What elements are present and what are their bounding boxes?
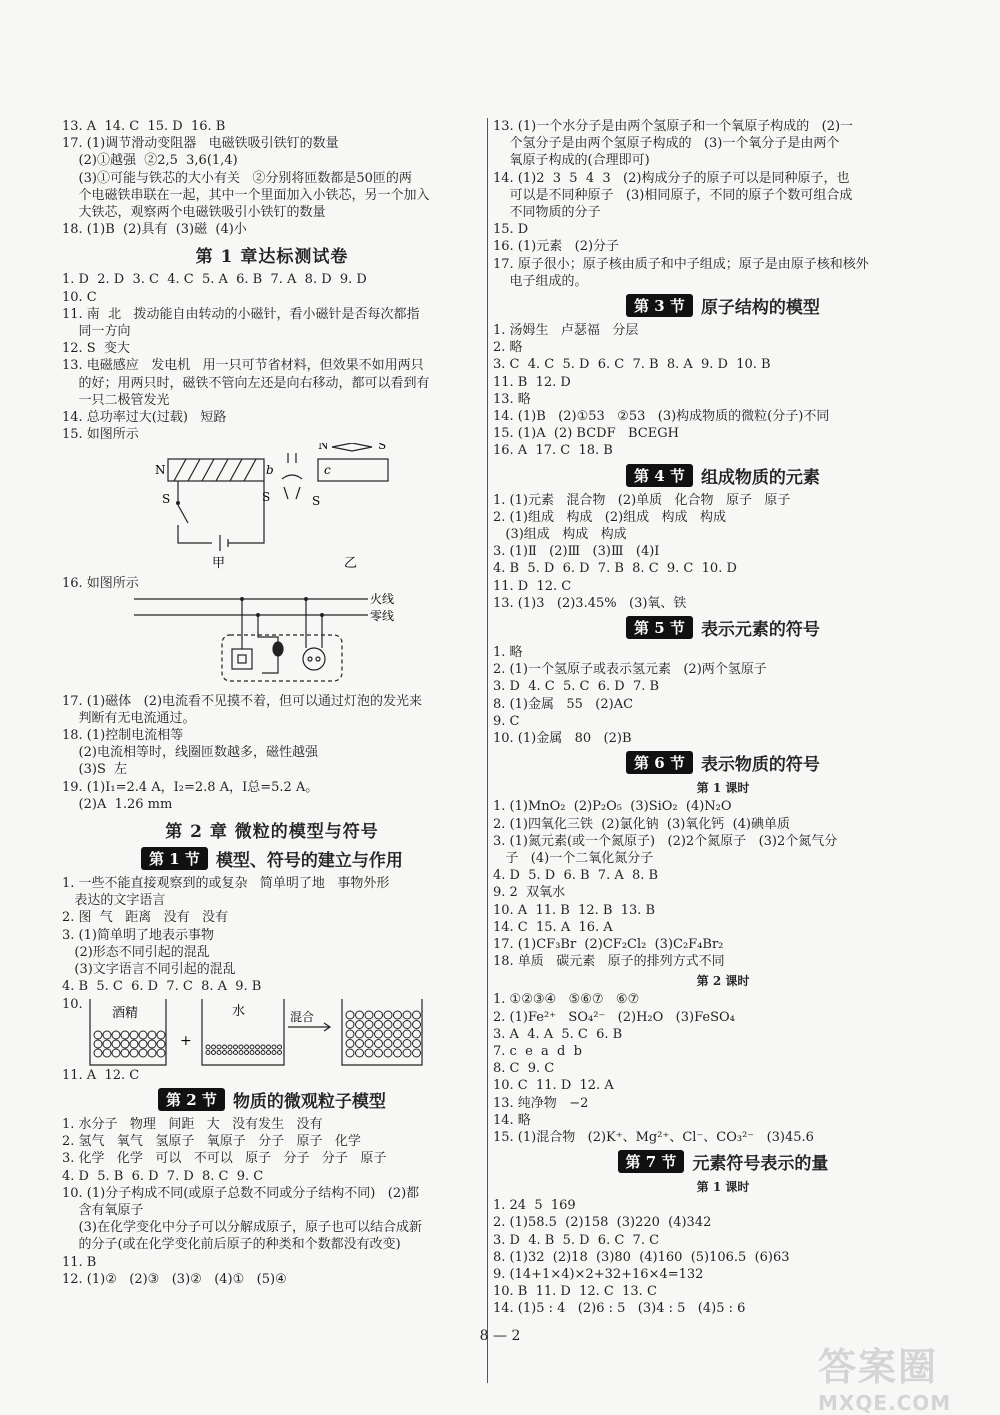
particle <box>346 1049 354 1057</box>
section-7-header <box>493 1149 953 1174</box>
answer-line: 1. (1)元素 混合物 (2)单质 化合物 原子 原子 <box>493 492 791 508</box>
answer-line: 14. (1)5 : 4 (2)6 : 5 (3)4 : 5 (4)5 : 6 <box>493 1301 746 1317</box>
answers-block <box>62 271 482 443</box>
particle <box>384 1030 392 1038</box>
label-yi: 乙 <box>344 556 358 572</box>
label-mix: 混合 <box>290 1009 315 1024</box>
label-S1: S <box>162 492 171 507</box>
section-1-header <box>62 846 482 871</box>
section-4-header <box>493 463 953 488</box>
answer-line: 3. C 4. C 5. D 6. C 7. B 8. A 9. D 10. B <box>493 357 771 373</box>
particle <box>217 1045 221 1049</box>
answer-line: 15. D <box>493 222 529 238</box>
section-title: 模型、符号的建立与作用 <box>215 851 403 872</box>
particle <box>384 1011 392 1019</box>
particle <box>139 1049 147 1057</box>
particle <box>356 1049 364 1057</box>
answer-line: 13. 电磁感应 发电机 用一只可节省材料，但效果不如用两只 <box>62 358 424 374</box>
chapter-2-title: 第 2 章 微粒的模型与符号 <box>165 822 379 843</box>
particle <box>278 1050 282 1054</box>
label-c: c <box>324 463 331 478</box>
answer-line: 3. (1)简单明了地表示事物 <box>62 927 214 943</box>
answer-line: 16. (1)元素 (2)分子 <box>493 239 620 255</box>
particle <box>157 1040 165 1048</box>
particle <box>356 1011 364 1019</box>
answer-line: 11. 南 北 拨动能自由转动的小磁针，看小磁针是否每次都指 <box>62 306 420 322</box>
particle <box>121 1049 129 1057</box>
left-column <box>62 118 482 1288</box>
particle <box>112 1031 120 1039</box>
section-badge: 第 2 节 <box>158 1088 225 1111</box>
electromagnet-diagram <box>62 443 482 575</box>
answer-line: 18. 单质 碳元素 原子的排列方式不同 <box>493 954 725 970</box>
answers-block <box>493 644 953 747</box>
section-2-header <box>62 1087 482 1112</box>
section-badge: 第 4 节 <box>626 464 693 487</box>
answer-line: 氧原子构成的(合理即可) <box>493 153 650 169</box>
label-live-wire: 火线 <box>370 592 395 606</box>
label-b: b <box>266 463 274 478</box>
answer-line: 的好；用两只时，磁铁不管向左还是向右移动，都可以看到有 <box>62 375 430 391</box>
figure-household-wiring <box>62 593 482 693</box>
particle <box>148 1031 156 1039</box>
lesson-label: 第 1 课时 <box>696 781 750 796</box>
label-S4: S <box>312 494 321 509</box>
particle <box>384 1020 392 1028</box>
section-title: 组成物质的元素 <box>700 467 820 488</box>
answer-line: 3. 化学 化学 可以 不可以 原子 分子 分子 原子 <box>62 1151 387 1167</box>
label-S3: S <box>262 490 271 505</box>
particle <box>413 1030 421 1038</box>
section-title: 表示物质的符号 <box>700 755 820 776</box>
particle <box>413 1039 421 1047</box>
answer-line: 的分子(或在化学变化前后原子的种类和个数都没有改变) <box>62 1237 401 1253</box>
answer-line: 8. (1)32 (2)18 (3)80 (4)160 (5)106.5 (6)63 <box>493 1249 790 1265</box>
answer-line: 1. 一些不能直接观察到的或复杂 简单明了地 事物外形 <box>62 876 390 892</box>
particle <box>346 1011 354 1019</box>
answer-line: 含有氧原子 <box>62 1202 144 1218</box>
answer-line: 4. B 5. D 6. D 7. B 8. C 9. C 10. D <box>493 561 737 577</box>
particle <box>94 1040 102 1048</box>
answer-line: 电子组成的。 <box>493 273 588 289</box>
particle <box>112 1040 120 1048</box>
answer-line: 大铁芯，观察两个电磁铁吸引小铁钉的数量 <box>62 205 326 221</box>
answer-line: 一只二极管发光 <box>62 392 170 408</box>
alcohol-particles <box>94 1031 165 1057</box>
answer-line: 18. (1)B (2)具有 (3)磁 (4)小 <box>62 222 247 238</box>
particle <box>250 1050 254 1054</box>
particle <box>130 1040 138 1048</box>
answer-line: 判断有无电流通过。 <box>62 710 196 726</box>
answer-line: 9. (14+1×4)×2+32+16×4=132 <box>493 1266 704 1282</box>
answer-line: 14. 总功率过大(过载) 短路 <box>62 410 227 426</box>
particle <box>245 1045 249 1049</box>
particle <box>212 1045 216 1049</box>
figure-electromagnet <box>62 443 482 575</box>
lesson-label: 第 2 课时 <box>696 974 750 989</box>
particle <box>272 1045 276 1049</box>
answers-block <box>493 1197 953 1317</box>
column-divider <box>487 118 488 1383</box>
coil-winding <box>174 459 256 481</box>
answer-line: 7. c e a d b <box>493 1043 582 1059</box>
particle <box>148 1040 156 1048</box>
particle <box>157 1049 165 1057</box>
answer-line: 16. 如图所示 <box>62 576 139 592</box>
answer-line: 个电磁铁串联在一起，其中一个里面加入小铁芯，另一个加入 <box>62 187 430 203</box>
answer-line: 2. 图 气 距离 没有 没有 <box>62 910 228 926</box>
particle <box>261 1050 265 1054</box>
label-alcohol: 酒精 <box>112 1005 139 1021</box>
answer-line: 9. C <box>493 713 520 729</box>
answer-line: 11. A 12. C <box>62 1067 140 1083</box>
label-N2: N <box>318 443 329 453</box>
particle <box>384 1049 392 1057</box>
particle <box>130 1049 138 1057</box>
particle <box>375 1011 383 1019</box>
answer-line: 17. (1)CF₃Br (2)CF₂Cl₂ (3)C₂F₄Br₂ <box>493 936 724 952</box>
wiring-box <box>222 635 342 681</box>
answer-line: 10. C <box>62 289 97 305</box>
particle <box>239 1050 243 1054</box>
answer-line: 10. (1)金属 80 (2)B <box>493 731 632 747</box>
particle <box>212 1050 216 1054</box>
section-3-header <box>493 293 953 318</box>
particle <box>157 1031 165 1039</box>
particle <box>256 1045 260 1049</box>
particle <box>148 1049 156 1057</box>
answer-line: 19. (1)I₁=2.4 A，I₂=2.8 A，I总=5.2 A。 <box>62 779 319 795</box>
answer-line: 11. D 12. C <box>493 578 572 594</box>
chapter-1-test-title: 第 1 章达标测试卷 <box>195 247 349 268</box>
watermark-url: MXQE.COM <box>818 1391 952 1415</box>
particle <box>365 1049 373 1057</box>
answer-line: 14. (1)2 3 5 4 3 (2)构成分子的原子可以是同种原子，也 <box>493 170 850 186</box>
answer-line: 14. (1)B (2)①53 ②53 (3)构成物质的微粒(分子)不同 <box>493 409 830 425</box>
mixing-diagram <box>62 997 482 1069</box>
particle <box>375 1039 383 1047</box>
answer-line: (3)S 左 <box>62 762 128 778</box>
answer-line: 4. B 5. C 6. D 7. C 8. A 9. B <box>62 979 262 995</box>
answer-line: 2. (1)Fe²⁺ SO₄²⁻ (2)H₂O (3)FeSO₄ <box>493 1009 735 1025</box>
answer-line: 13. 略 <box>493 391 531 407</box>
particle <box>112 1049 120 1057</box>
particle <box>356 1030 364 1038</box>
particle <box>384 1039 392 1047</box>
answer-line: 1. ①②③④ ⑤⑥⑦ ⑥⑦ <box>493 992 640 1008</box>
figure-mixing <box>62 997 482 1067</box>
particle <box>403 1039 411 1047</box>
label-S2: S <box>378 443 387 453</box>
socket <box>303 648 325 670</box>
answer-line: 14. 略 <box>493 1112 531 1128</box>
answer-line: 4. D 5. B 6. D 7. D 8. C 9. C <box>62 1168 264 1184</box>
particle <box>239 1045 243 1049</box>
particle <box>267 1045 271 1049</box>
particle <box>228 1050 232 1054</box>
answer-line: 2. (1)一个氢原子或表示氢元素 (2)两个氢原子 <box>493 662 767 678</box>
particle <box>228 1045 232 1049</box>
answer-line: 8. (1)金属 55 (2)AC <box>493 696 634 712</box>
particle <box>94 1031 102 1039</box>
particle <box>250 1045 254 1049</box>
answer-line: (2)形态不同引起的混乱 <box>62 944 210 960</box>
lesson-label: 第 1 课时 <box>696 1180 750 1195</box>
particle <box>256 1050 260 1054</box>
answer-line: 10. B 11. D 12. C 13. C <box>493 1284 657 1300</box>
answer-line: (2)①越强 ②2,5 3,6(1,4) <box>62 153 238 169</box>
answers-block <box>493 798 953 970</box>
answer-line: 15. (1)A (2) BCDF BCEGH <box>493 426 679 442</box>
answer-line: 8. C 9. C <box>493 1061 555 1077</box>
answer-line: 1. 汤姆生 卢瑟福 分层 <box>493 323 639 339</box>
answers-block <box>62 118 482 238</box>
section-title: 物质的微观粒子模型 <box>232 1091 386 1112</box>
particle <box>375 1030 383 1038</box>
answer-line: 1. 24 5 169 <box>493 1198 576 1214</box>
watermark-logo <box>818 1336 990 1415</box>
answer-line: 表达的文字语言 <box>62 893 166 909</box>
answer-line: 13. (1)3 (2)3.45% (3)氧、铁 <box>493 595 687 611</box>
particle <box>267 1050 271 1054</box>
particle <box>139 1040 147 1048</box>
answer-line: 13. 纯净物 −2 <box>493 1095 589 1111</box>
particle <box>413 1049 421 1057</box>
answer-line: 3. A 4. A 5. C 6. B <box>493 1026 623 1042</box>
answer-line: 15. (1)混合物 (2)K⁺、Mg²⁺、Cl⁻、CO₃²⁻ (3)45.6 <box>493 1129 814 1145</box>
particle <box>94 1049 102 1057</box>
section-badge: 第 7 节 <box>618 1150 685 1173</box>
section-5-header <box>493 615 953 640</box>
answers-block <box>493 118 953 290</box>
answers-block <box>62 875 482 1013</box>
particle <box>139 1031 147 1039</box>
particle <box>217 1050 221 1054</box>
answer-line: 个氢分子是由两个氢原子构成的 (3)一个氧分子是由两个 <box>493 136 840 152</box>
answer-line: 12. (1)② (2)③ (3)② (4)① (5)④ <box>62 1271 287 1287</box>
answer-line: 1. 水分子 物理 间距 大 没有发生 没有 <box>62 1116 323 1132</box>
particle <box>375 1020 383 1028</box>
compass-needle <box>332 443 372 451</box>
label-water: 水 <box>232 1003 246 1019</box>
answer-line: 不同物质的分子 <box>493 205 601 221</box>
answers-block <box>493 492 953 612</box>
answers-block <box>493 322 953 460</box>
answer-line: 13. A 14. C 15. D 16. B <box>62 119 226 134</box>
section-title: 元素符号表示的量 <box>692 1154 829 1175</box>
particle <box>413 1020 421 1028</box>
mixed-particles <box>346 1011 421 1057</box>
particle <box>394 1039 402 1047</box>
answer-line: 同一方向 <box>62 324 131 340</box>
answer-line: 14. C 15. A 16. A <box>493 919 613 935</box>
right-column <box>493 118 953 1318</box>
answer-line: 17. (1)调节滑动变阻器 电磁铁吸引铁钉的数量 <box>62 136 339 152</box>
circuit-wire <box>178 481 264 551</box>
switch-box <box>232 649 252 669</box>
particle <box>394 1020 402 1028</box>
answer-line: 9. 2 双氧水 <box>493 885 566 901</box>
answer-line: 3. D 4. B 5. D 6. C 7. C <box>493 1232 660 1248</box>
answers-block <box>493 991 953 1146</box>
particle <box>272 1050 276 1054</box>
particle <box>356 1020 364 1028</box>
particle <box>413 1011 421 1019</box>
particle <box>346 1030 354 1038</box>
label-neutral-wire: 零线 <box>370 608 395 623</box>
particle <box>245 1050 249 1054</box>
answer-line: 1. (1)MnO₂ (2)P₂O₅ (3)SiO₂ (4)N₂O <box>493 799 732 815</box>
answer-line: (2)A 1.26 mm <box>62 796 173 812</box>
particle <box>394 1049 402 1057</box>
particle <box>365 1039 373 1047</box>
answer-line: 2. 略 <box>493 340 523 356</box>
answer-line: 3. (1)Ⅱ (2)Ⅲ (3)Ⅲ (4)Ⅰ <box>493 544 660 560</box>
answer-line: 2. 氢气 氧气 氢原子 氧原子 分子 原子 化学 <box>62 1134 361 1150</box>
particle <box>375 1049 383 1057</box>
particle <box>403 1011 411 1019</box>
answer-line: 10. <box>62 996 83 1012</box>
label-N1: N <box>155 463 166 478</box>
field-lines <box>282 453 302 499</box>
section-title: 表示元素的符号 <box>700 620 820 641</box>
label-jia: 甲 <box>212 556 226 572</box>
answer-line: 18. (1)控制电流相等 <box>62 728 184 744</box>
particle <box>278 1045 282 1049</box>
answer-line: 10. A 11. B 12. B 13. B <box>493 902 656 918</box>
answer-line: 13. (1)一个水分子是由两个氢原子和一个氧原子构成的 (2)一 <box>493 119 854 134</box>
particle <box>394 1011 402 1019</box>
particle <box>365 1030 373 1038</box>
section-6-header <box>493 750 953 775</box>
answer-line: (3)①可能与铁芯的大小有关 ②分别将匝数都是50匝的两 <box>62 170 412 186</box>
particle <box>346 1039 354 1047</box>
particle <box>234 1050 238 1054</box>
particle <box>394 1030 402 1038</box>
answer-line: 17. 原子很小；原子核由质子和中子组成；原子是由原子核和核外 <box>493 256 869 272</box>
bulb <box>273 642 283 656</box>
particle <box>121 1031 129 1039</box>
answer-line: 3. (1)氮元素(或一个氮原子) (2)2个氮原子 (3)2个氮气分 <box>493 833 838 849</box>
answer-line: (2)电流相等时，线圈匝数越多，磁性越强 <box>62 745 318 761</box>
label-plus: + <box>180 1032 192 1049</box>
answer-line: (3)在化学变化中分子可以分解成原子，原子也可以结合成新 <box>62 1220 422 1236</box>
answer-line: 11. B 12. D <box>493 374 571 390</box>
section-title: 原子结构的模型 <box>700 298 820 319</box>
answer-line: 10. (1)分子构成不同(或原子总数不同或分子结构不同) (2)都 <box>62 1185 420 1201</box>
particle <box>356 1039 364 1047</box>
answer-line: 15. 如图所示 <box>62 427 139 443</box>
particle <box>206 1045 210 1049</box>
answer-line: 子 (4)一个二氧化氮分子 <box>493 850 654 866</box>
particle <box>346 1020 354 1028</box>
particle <box>121 1040 129 1048</box>
answers-block <box>62 1116 482 1288</box>
section-badge: 第 1 节 <box>141 847 208 870</box>
answer-line: 1. 略 <box>493 645 523 661</box>
answer-line: 2. (1)58.5 (2)158 (3)220 (4)342 <box>493 1215 712 1231</box>
answer-line: 可以是不同种原子 (3)相同原子，不同的原子个数可组合成 <box>493 187 853 203</box>
answer-line: 10. C 11. D 12. A <box>493 1078 614 1094</box>
answer-line: (3)文字语言不同引起的混乱 <box>62 962 236 978</box>
section-badge: 第 6 节 <box>626 751 693 774</box>
answer-line: 16. A 17. C 18. B <box>493 443 613 459</box>
particle <box>103 1040 111 1048</box>
answer-line: 1. D 2. D 3. C 4. C 5. A 6. B 7. A 8. D 9. D <box>62 272 367 288</box>
answer-line: 2. (1)四氧化三铁 (2)氯化钠 (3)氧化钙 (4)碘单质 <box>493 816 790 832</box>
particle <box>206 1050 210 1054</box>
answer-line: 11. B <box>62 1254 97 1270</box>
answers-block <box>62 693 482 813</box>
particle <box>365 1011 373 1019</box>
answer-line: 17. (1)磁体 (2)电流看不见摸不着，但可以通过灯泡的发光来 <box>62 693 423 709</box>
water-particles <box>206 1045 282 1055</box>
arrow <box>288 1023 330 1031</box>
particle <box>403 1049 411 1057</box>
wiring-diagram <box>62 593 482 693</box>
answer-line: 2. (1)组成 构成 (2)组成 构成 构成 <box>493 509 726 525</box>
answer-line: 3. D 4. C 5. C 6. D 7. B <box>493 679 660 695</box>
particle <box>223 1050 227 1054</box>
particle <box>403 1020 411 1028</box>
particle <box>403 1030 411 1038</box>
particle <box>130 1031 138 1039</box>
page-number: 8 — 2 <box>479 1328 521 1344</box>
section-badge: 第 5 节 <box>626 616 693 639</box>
particle <box>261 1045 265 1049</box>
section-badge: 第 3 节 <box>626 294 693 317</box>
particle <box>365 1020 373 1028</box>
answer-line: (3)组成 构成 构成 <box>493 527 627 543</box>
particle <box>103 1031 111 1039</box>
answer-line: 12. S 变大 <box>62 341 130 357</box>
answer-line: 4. D 5. D 6. B 7. A 8. B <box>493 868 659 884</box>
particle <box>234 1045 238 1049</box>
particle <box>103 1049 111 1057</box>
watermark-text: 答案圈 <box>818 1345 939 1389</box>
particle <box>223 1045 227 1049</box>
